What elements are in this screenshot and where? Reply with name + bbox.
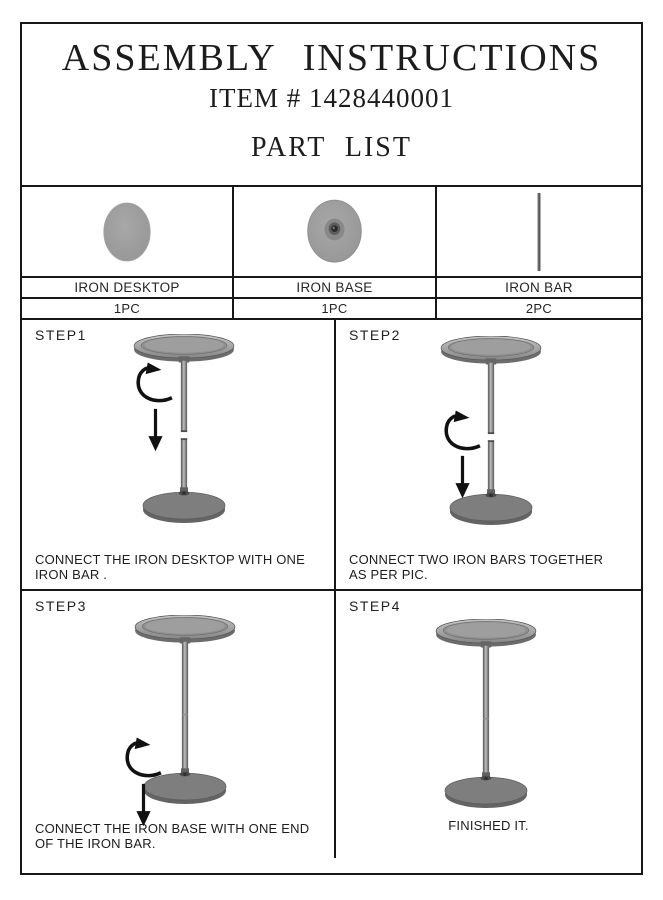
rotate-arrow-icon (132, 362, 174, 404)
part-name: IRON BAR (435, 276, 641, 297)
page-title: ASSEMBLY INSTRUCTIONS (61, 37, 602, 79)
step-4-panel (334, 589, 641, 858)
part-quantity: 1PC (22, 297, 232, 318)
part-image-cell (22, 187, 232, 276)
part-quantity: 2PC (435, 297, 641, 318)
step-3-panel (22, 589, 334, 858)
table-illustration (77, 334, 291, 539)
instruction-sheet (20, 22, 643, 875)
part-image-cell (435, 187, 641, 276)
step-caption: CONNECT THE IRON DESKTOP WITH ONE IRON BAR . (35, 551, 306, 583)
part-name: IRON DESKTOP (22, 276, 232, 297)
table-illustration (384, 336, 598, 541)
table-illustration (379, 619, 593, 824)
step-label: STEP2 (349, 327, 401, 343)
header (22, 24, 641, 185)
part-image-cell (232, 187, 435, 276)
down-arrow-icon (454, 455, 471, 500)
parts-table (22, 185, 641, 318)
step-label: STEP3 (35, 598, 87, 614)
iron-base-icon (234, 187, 435, 276)
part-quantity: 1PC (232, 297, 435, 318)
down-arrow-icon (147, 408, 164, 453)
table-illustration (78, 615, 292, 820)
part-name: IRON BASE (232, 276, 435, 297)
steps-grid (22, 318, 641, 858)
step-caption: CONNECT TWO IRON BARS TOGETHER AS PER PIC. (349, 551, 604, 583)
step-2-panel (334, 320, 641, 589)
step-label: STEP1 (35, 327, 87, 343)
part-list-title: PART LIST (251, 131, 412, 163)
item-number: ITEM # 1428440001 (209, 82, 454, 113)
rotate-arrow-icon (440, 410, 482, 452)
iron-desktop-icon (22, 187, 232, 276)
step-caption: FINISHED IT. (448, 818, 529, 834)
rotate-arrow-icon (121, 737, 163, 779)
iron-bar-icon (437, 187, 641, 276)
step-label: STEP4 (349, 598, 401, 614)
step-caption: CONNECT THE IRON BASE WITH ONE END OF THE IRON BAR. (35, 820, 310, 852)
step-1-panel (22, 320, 334, 589)
